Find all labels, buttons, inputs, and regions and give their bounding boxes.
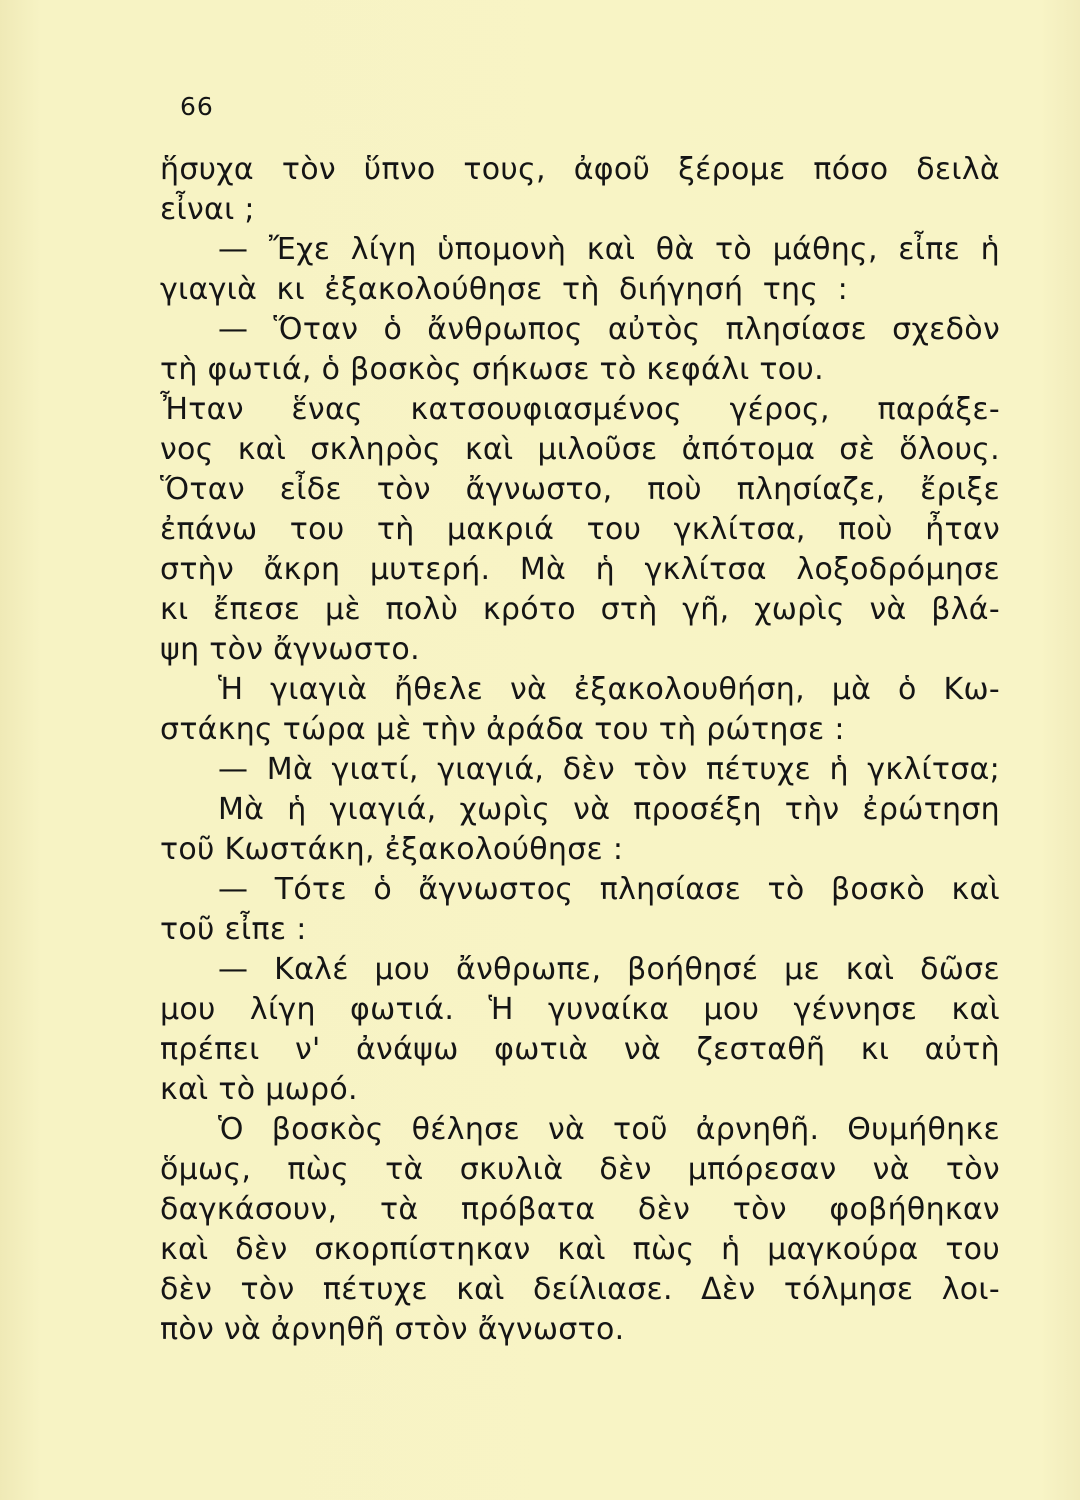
text-line: Ἡ γιαγιὰ ἤθελε νὰ ἐξακολουθήση, μὰ ὁ Κω-: [218, 672, 1000, 707]
text-line: ψη τὸν ἄγνωστο.: [160, 632, 420, 667]
text-line: Ἦταν ἕνας κατσουφιασμένος γέρος, παράξε-: [160, 392, 1000, 427]
text-line: καὶ δὲν σκορπίστηκαν καὶ πὼς ἡ μαγκούρα του: [160, 1232, 1000, 1267]
text-line: νος καὶ σκληρὸς καὶ μιλοῦσε ἀπότομα σὲ ὅλους.: [160, 432, 1000, 467]
text-line: — Ὅταν ὁ ἄνθρωπος αὐτὸς πλησίασε σχεδὸν: [218, 312, 1000, 347]
text-line: δαγκάσουν, τὰ πρόβατα δὲν τὸν φοβήθηκαν: [160, 1192, 1000, 1227]
text-line: ἐπάνω του τὴ μακριά του γκλίτσα, ποὺ ἦταν: [160, 512, 1000, 547]
text-line: στάκης τώρα μὲ τὴν ἀράδα του τὴ ρώτησε :: [160, 712, 845, 747]
text-line: πρέπει ν' ἀνάψω φωτιὰ νὰ ζεσταθῆ κι αὐτὴ: [160, 1032, 1000, 1067]
text-line: ἥσυχα τὸν ὕπνο τους, ἀφοῦ ξέρομε πόσο δειλὰ: [160, 152, 1000, 187]
text-line: στὴν ἄκρη μυτερή. Μὰ ἡ γκλίτσα λοξοδρόμησε: [160, 552, 1000, 587]
text-line: Μὰ ἡ γιαγιά, χωρὶς νὰ προσέξη τὴν ἐρώτηση: [218, 792, 1000, 827]
text-line: Ὁ βοσκὸς θέλησε νὰ τοῦ ἀρνηθῆ. Θυμήθηκε: [218, 1112, 1000, 1147]
text-line: κι ἔπεσε μὲ πολὺ κρότο στὴ γῆ, χωρὶς νὰ βλά-: [160, 592, 1000, 627]
page-number: 66: [180, 92, 214, 121]
text-line: — Μὰ γιατί, γιαγιά, δὲν τὸν πέτυχε ἡ γκλίτσα;: [218, 752, 1000, 787]
text-line: τοῦ Κωστάκη, ἐξακολούθησε :: [160, 832, 624, 867]
text-line: μου λίγη φωτιά. Ἡ γυναίκα μου γέννησε καὶ: [160, 992, 1000, 1027]
text-line: Ὅταν εἶδε τὸν ἄγνωστο, ποὺ πλησίαζε, ἔριξε: [160, 472, 1000, 507]
text-line: τὴ φωτιά, ὁ βοσκὸς σήκωσε τὸ κεφάλι του.: [160, 352, 824, 387]
text-line: πὸν νὰ ἀρνηθῆ στὸν ἄγνωστο.: [160, 1312, 625, 1347]
text-line: δὲν τὸν πέτυχε καὶ δείλιασε. Δὲν τόλμησε λοι-: [160, 1272, 1000, 1307]
text-line: εἶναι ;: [160, 192, 255, 227]
text-line: ὅμως, πὼς τὰ σκυλιὰ δὲν μπόρεσαν νὰ τὸν: [160, 1152, 1000, 1187]
text-line: — Καλέ μου ἄνθρωπε, βοήθησέ με καὶ δῶσε: [218, 952, 1000, 987]
text-line: γιαγιὰ κι ἐξακολούθησε τὴ διήγησή της :: [160, 272, 848, 307]
text-line: — Ἔχε λίγη ὑπομονὴ καὶ θὰ τὸ μάθης, εἶπε ἡ: [218, 232, 1000, 267]
text-line: τοῦ εἶπε :: [160, 912, 307, 947]
text-line: καὶ τὸ μωρό.: [160, 1072, 358, 1107]
text-line: — Τότε ὁ ἄγνωστος πλησίασε τὸ βοσκὸ καὶ: [218, 872, 1000, 907]
